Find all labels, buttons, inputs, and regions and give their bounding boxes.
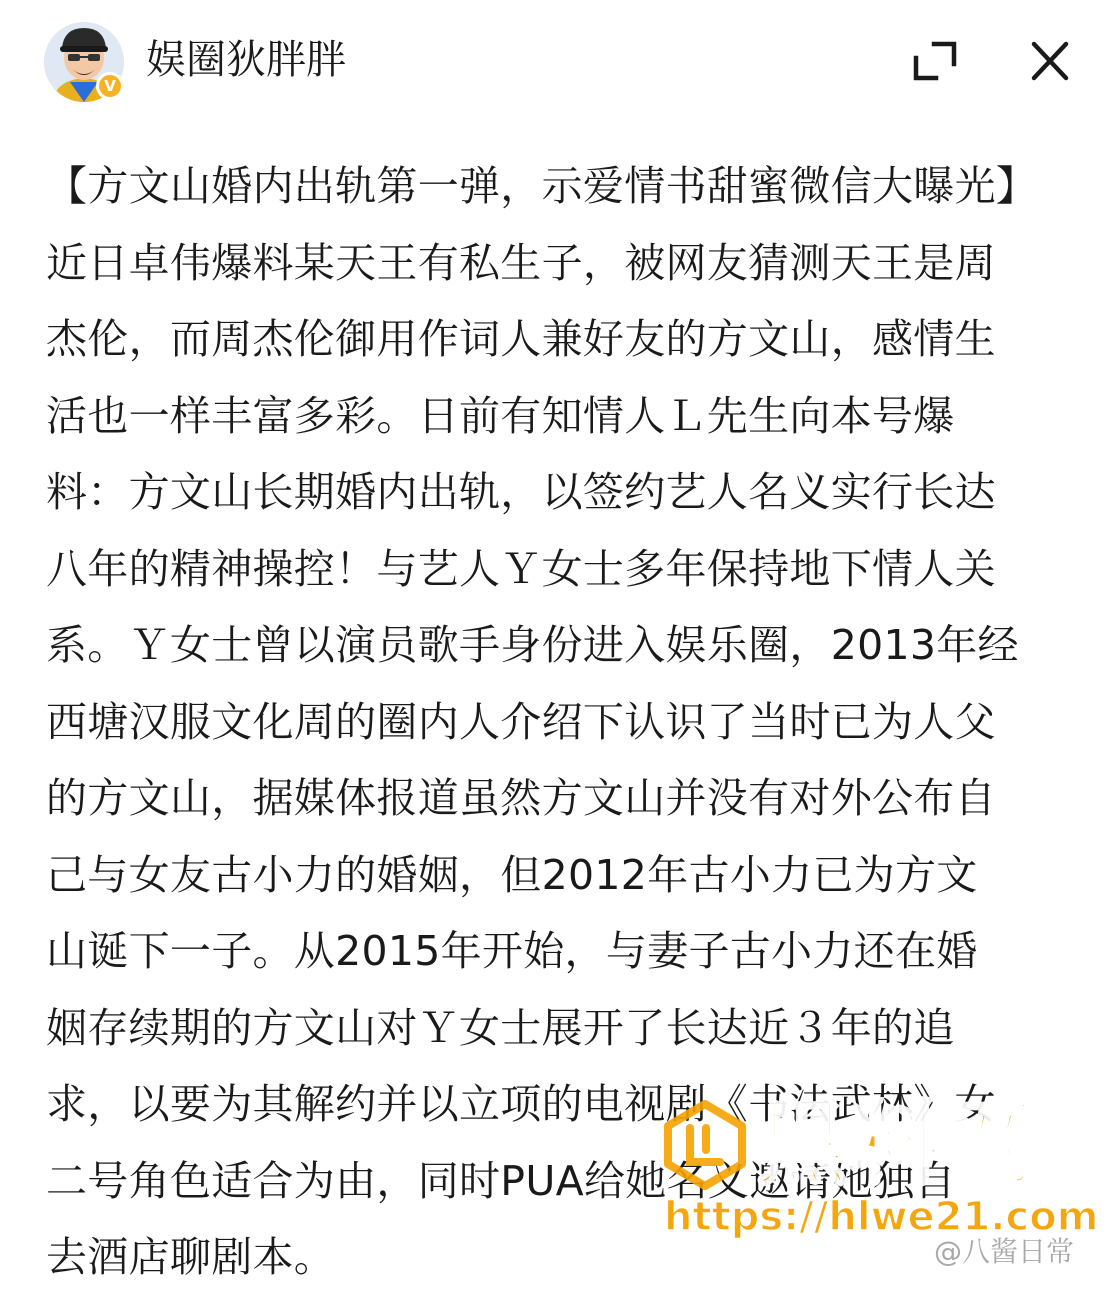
watermark-url: https://hlwe21.com xyxy=(664,1194,1099,1240)
post-text-line: 求，以要为其解约并以立项的电视剧《书法武林》女 xyxy=(46,1080,996,1128)
post-text-line: 二号角色适合为由，同时PUA给她名义邀请她独自 xyxy=(46,1156,956,1205)
expand-icon xyxy=(910,38,960,84)
post-text-line: 系。Ｙ女士曾以演员歌手身份进入娱乐圈，2013年经 xyxy=(46,621,1019,669)
post-text-line: 活也一样丰富多彩。日前有知情人Ｌ先生向本号爆 xyxy=(46,391,955,440)
post-text-line: 八年的精神操控！与艺人Ｙ女士多年保持地下情人关 xyxy=(46,544,996,593)
watermark-logo-icon xyxy=(660,1100,750,1190)
watermark-title: 黑料网 xyxy=(756,1091,1039,1198)
source-watermark: @八酱日常 xyxy=(934,1235,1075,1268)
post-text-line: 近日卓伟爆料某天王有私生子，被网友猜测天王是周 xyxy=(46,238,996,287)
post-text-line: 西塘汉服文化周的圈内人介绍下认识了当时已为人父 xyxy=(46,697,996,746)
post-text-line: 去酒店聊剧本。 xyxy=(46,1233,336,1281)
expand-button[interactable] xyxy=(910,38,960,84)
username[interactable]: 娱圈狄胖胖 xyxy=(146,37,346,83)
verified-badge-icon: V xyxy=(96,72,124,100)
post-title-line: 【方文山婚内出轨第一弹，示爱情书甜蜜微信大曝光】 xyxy=(46,162,1038,210)
post-text-line: 山诞下一子。从2015年开始，与妻子古小力还在婚 xyxy=(46,927,978,975)
close-icon xyxy=(1026,38,1074,84)
post-text-line: 姻存续期的方文山对Ｙ女士展开了长达近３年的追 xyxy=(46,1003,955,1052)
post-text-line: 杰伦，而周杰伦御用作词人兼好友的方文山，感情生 xyxy=(46,315,996,363)
post-text-line: 己与女友古小力的婚姻，但2012年古小力已为方文 xyxy=(46,850,978,899)
post-header xyxy=(0,0,1118,130)
close-button[interactable] xyxy=(1026,38,1074,84)
post-text-line: 料：方文山长期婚内出轨，以签约艺人名义实行长达 xyxy=(46,468,996,516)
post-text-line: 的方文山，据媒体报道虽然方文山并没有对外公布自 xyxy=(46,774,996,822)
watermark xyxy=(660,1090,1099,1240)
